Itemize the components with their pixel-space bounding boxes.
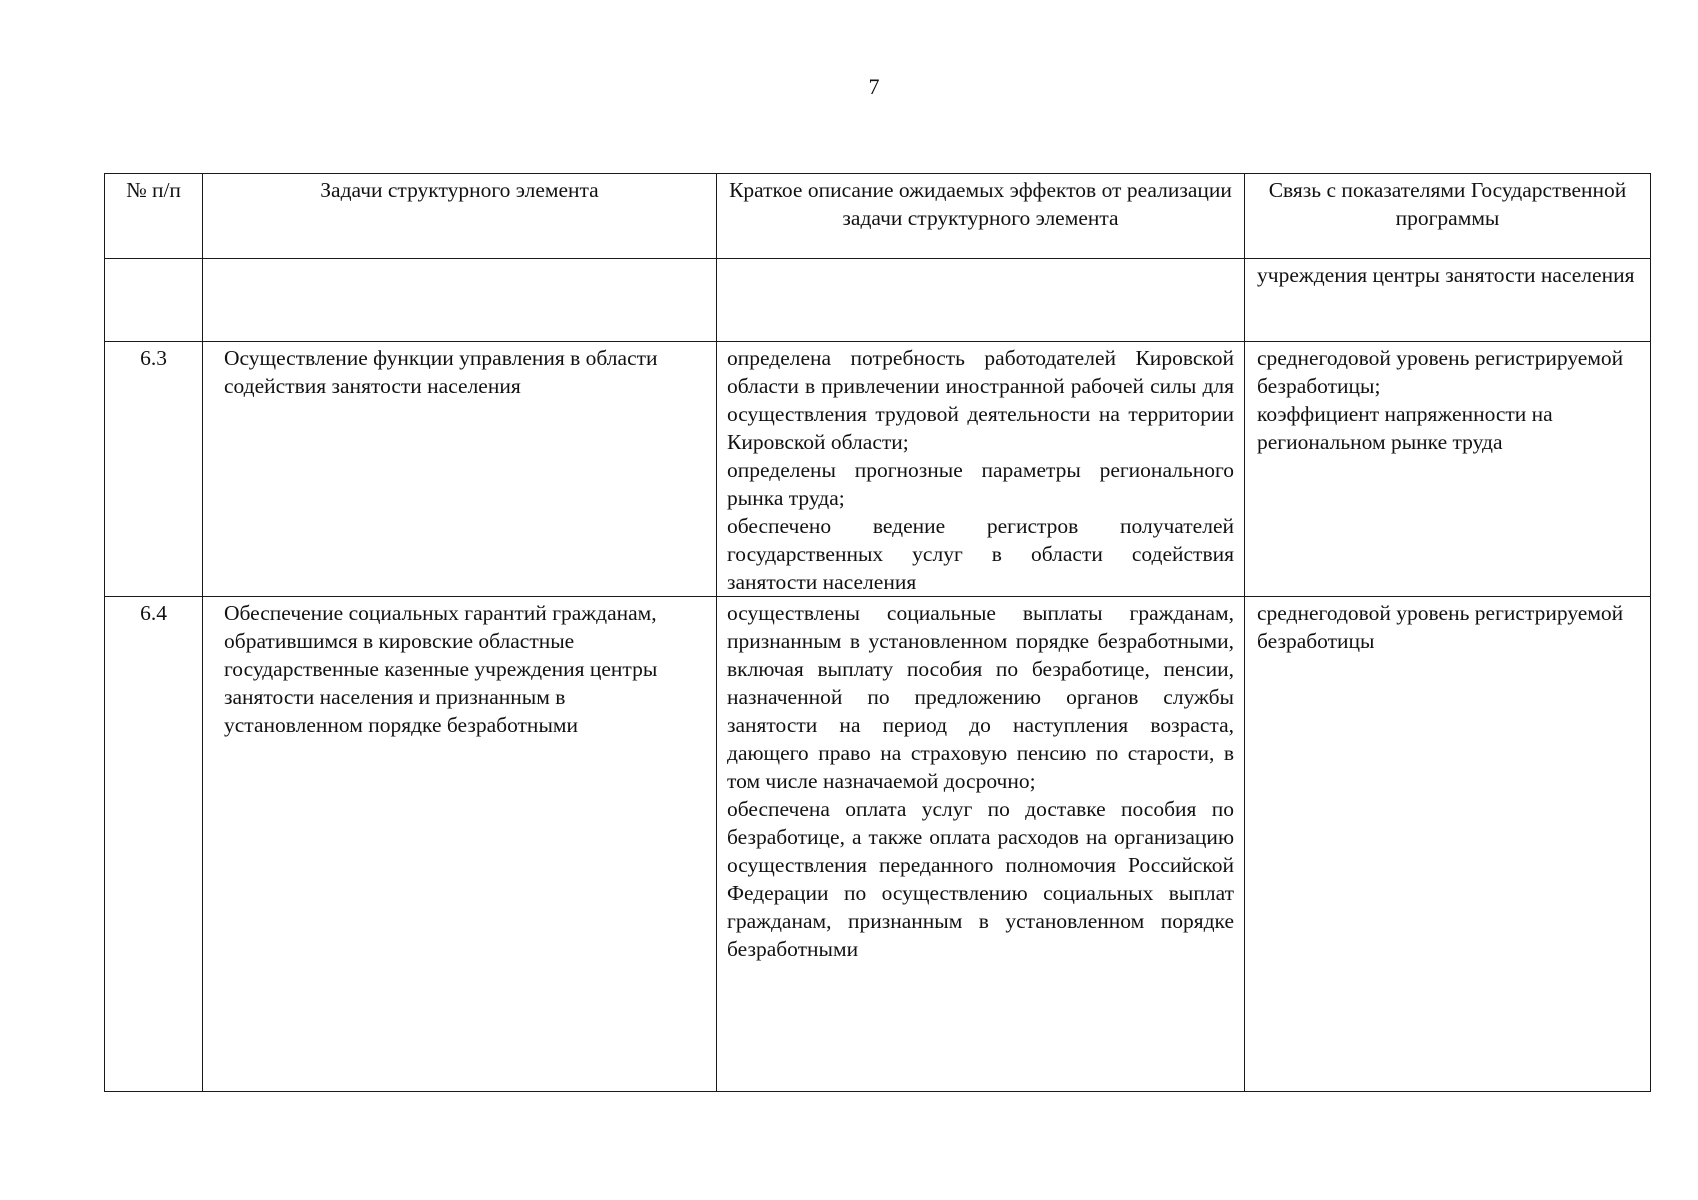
- header-tasks: Задачи структурного элемента: [203, 174, 717, 259]
- row-task: Обеспечение социальных гарантий гражданам, обратившимся в кировские областные государственные казенные учреждения центры занятости населения и признанным в установленном порядке безработными: [203, 597, 717, 1092]
- row-task: Осуществление функции управления в области содействия занятости населения: [203, 342, 717, 597]
- row-effects: [717, 597, 1245, 1092]
- row-effects: [717, 342, 1245, 597]
- program-table: [104, 173, 1651, 1092]
- effect-item: определена потребность работодателей Кировской области в привлечении иностранной рабочей силы для осуществления трудовой деятельности на территории Кировской области;: [727, 346, 1234, 454]
- row-indicators: [1245, 597, 1651, 1092]
- indicator-item: среднегодовой уровень регистрируемой безработицы: [1257, 601, 1624, 653]
- table-row: [105, 597, 1651, 1092]
- effect-item: обеспечено ведение регистров получателей государственных услуг в области содействия занятости населения: [727, 514, 1234, 594]
- row-effects: [717, 259, 1245, 342]
- table-row: [105, 342, 1651, 597]
- effect-item: обеспечена оплата услуг по доставке пособия по безработице, а также оплата расходов на организацию осуществления переданного полномочия Российской Федерации по осуществлению социальных выплат гражданам, признанным в установленном порядке безработными: [727, 797, 1234, 961]
- indicator-item: коэффициент напряженности на региональном рынке труда: [1257, 402, 1553, 454]
- row-number: 6.4: [105, 597, 203, 1092]
- effect-item: определены прогнозные параметры регионального рынка труда;: [727, 458, 1234, 510]
- indicator-item: учреждения центры занятости населения: [1257, 263, 1635, 287]
- row-number: [105, 259, 203, 342]
- header-indicators: Связь с показателями Государственной программы: [1245, 174, 1651, 259]
- row-number: 6.3: [105, 342, 203, 597]
- row-indicators: [1245, 259, 1651, 342]
- table-row: [105, 259, 1651, 342]
- row-indicators: [1245, 342, 1651, 597]
- table-header-row: [105, 174, 1651, 259]
- row-task: [203, 259, 717, 342]
- header-effects: Краткое описание ожидаемых эффектов от реализации задачи структурного элемента: [717, 174, 1245, 259]
- header-num: № п/п: [105, 174, 203, 259]
- indicator-item: среднегодовой уровень регистрируемой безработицы;: [1257, 346, 1624, 398]
- page-number: 7: [868, 74, 880, 99]
- effect-item: осуществлены социальные выплаты гражданам, признанным в установленном порядке безработными, включая выплату пособия по безработице, пенсии, назначенной по предложению органов службы занятости на период до наступления возраста, дающего право на страховую пенсию по старости, в том числе назначаемой досрочно;: [727, 601, 1234, 793]
